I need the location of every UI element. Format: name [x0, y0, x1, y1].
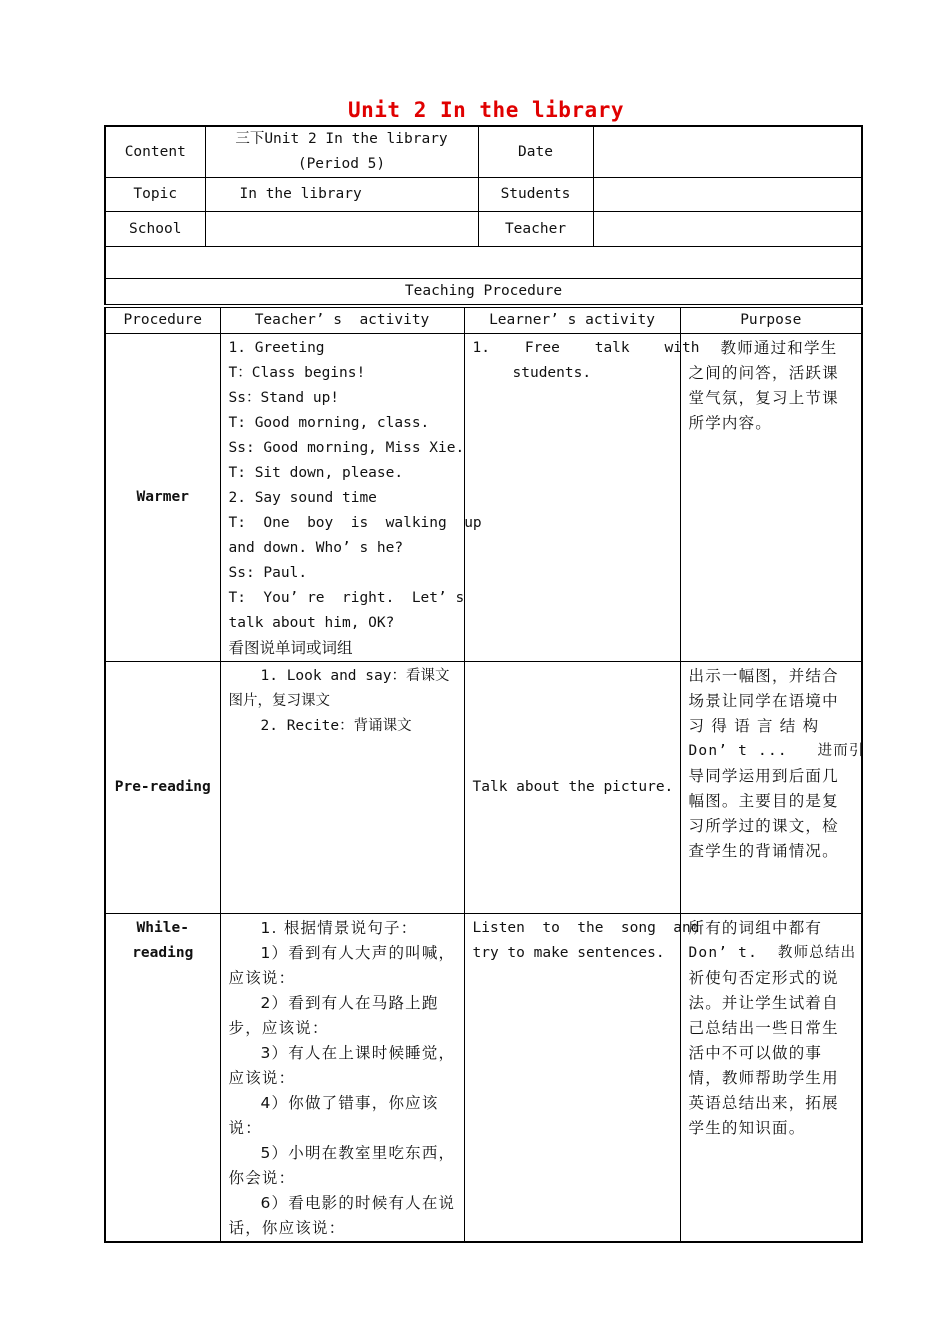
procedure-table: [104, 307, 863, 1243]
whilereading-purpose: [680, 914, 862, 1243]
school-label: School: [105, 212, 205, 247]
text-line: 习 得 语 言 结 构: [688, 717, 820, 735]
warmer-purpose: [680, 334, 862, 662]
text-line: 情，教师帮助学生用: [688, 1069, 839, 1087]
teacher-label: Teacher: [478, 212, 593, 247]
text-line: 2）看到有人在马路上跑: [260, 994, 439, 1012]
text-line: try to make sentences.: [472, 945, 665, 961]
text-line: 教师通过和学生: [720, 339, 838, 357]
text-line: 之间的问答，活跃课: [688, 364, 839, 382]
warmer-row: [105, 334, 862, 662]
text-line: 2. Say sound time: [228, 490, 377, 506]
teacher-value: [593, 212, 862, 247]
content-value-line1: 三下Unit 2 In the library: [235, 131, 448, 147]
text-line: Listen to the song and: [472, 920, 700, 936]
text-line: Ss: Good morning, Miss Xie.: [228, 440, 465, 456]
whilereading-label-line2: reading: [132, 945, 194, 961]
whilereading-teacher-activity: [220, 914, 464, 1243]
prereading-learner-activity: Talk about the picture.: [464, 662, 680, 914]
text-line: 所有的词组中都有: [688, 919, 823, 937]
text-line: 应该说：: [228, 1069, 296, 1087]
text-line: 英语总结出来，拓展: [688, 1094, 839, 1112]
text-line: T: Good morning, class.: [228, 415, 430, 431]
text-line: and down. Who’ s he?: [228, 540, 404, 556]
text-line: 祈使句否定形式的说: [688, 969, 839, 987]
text-line: 3）有人在上课时候睡觉，: [260, 1044, 456, 1062]
date-value: [593, 126, 862, 178]
text-line: T: You’ re right. Let’ s: [228, 590, 465, 606]
content-label: Content: [105, 126, 205, 178]
school-value: [205, 212, 478, 247]
text-line: 习所学过的课文，检: [688, 817, 839, 835]
text-line: Don’ t. 教师总结出: [688, 945, 857, 961]
text-line: 步，应该说：: [228, 1019, 329, 1037]
students-label: Students: [478, 178, 593, 212]
text-line: 6）看电影的时候有人在说: [260, 1194, 456, 1212]
text-line: 1）看到有人大声的叫喊，: [260, 944, 456, 962]
text-line: 场景让同学在语境中: [688, 692, 839, 710]
text-line: 4）你做了错事，你应该: [260, 1094, 439, 1112]
text-line: 话，你应该说：: [228, 1219, 346, 1237]
prereading-label: Pre-reading: [105, 662, 220, 914]
text-line: 所学内容。: [688, 414, 773, 432]
text-line: Ss: Paul.: [228, 565, 308, 581]
text-line: 5）小明在教室里吃东西，: [260, 1144, 456, 1162]
text-line: students.: [512, 365, 592, 381]
prereading-purpose: [680, 662, 865, 914]
text-line: 出示一幅图，并结合: [688, 667, 839, 685]
text-line: 1. Free talk with: [472, 340, 700, 356]
whilereading-row: [105, 914, 862, 1243]
warmer-learner-activity: [464, 334, 700, 662]
text-line: 2. Recite：背诵课文: [260, 718, 412, 734]
prereading-teacher-activity: [220, 662, 464, 914]
text-line: 1. Look and say：看课文: [260, 668, 450, 684]
whilereading-learner-activity: [464, 914, 700, 1243]
blank-row: [105, 247, 862, 279]
text-line: 你会说：: [228, 1169, 296, 1187]
lesson-info-table: [104, 125, 863, 305]
text-line: 1. Greeting: [228, 340, 325, 356]
text-line: T：Class begins!: [228, 365, 366, 381]
text-line: 活中不可以做的事: [688, 1044, 823, 1062]
text-line: 1. 根据情景说句子：: [260, 919, 418, 937]
col-teacher-activity: Teacher’ s activity: [220, 308, 464, 334]
text-line: 应该说：: [228, 969, 296, 987]
text-line: Don’ t ... 进而引: [688, 743, 865, 759]
text-line: 说：: [228, 1119, 262, 1137]
text-line: 幅图。主要目的是复: [688, 792, 839, 810]
text-line: Ss：Stand up!: [228, 390, 340, 406]
col-learner-activity: Learner’ s activity: [464, 308, 680, 334]
warmer-label: Warmer: [105, 334, 220, 662]
content-value-line2: (Period 5): [297, 156, 386, 172]
text-line: 堂气氛，复习上节课: [688, 389, 839, 407]
text-line: T: One boy is walking up: [228, 515, 482, 531]
date-label: Date: [478, 126, 593, 178]
topic-value: In the library: [205, 178, 478, 212]
text-line: 法。并让学生试着自: [688, 994, 839, 1012]
students-value: [593, 178, 862, 212]
document-title: Unit 2 In the library: [347, 98, 624, 122]
teaching-procedure-heading: Teaching Procedure: [105, 279, 862, 305]
content-value: [205, 126, 478, 178]
whilereading-label-line1: While-: [136, 920, 189, 936]
text-line: 学生的知识面。: [688, 1119, 806, 1137]
prereading-row: [105, 662, 862, 914]
whilereading-label: [105, 914, 220, 1243]
topic-label: Topic: [105, 178, 205, 212]
text-line: 图片，复习课文: [228, 693, 330, 709]
text-line: 导同学运用到后面几: [688, 767, 839, 785]
warmer-teacher-activity: [220, 334, 482, 662]
col-procedure: Procedure: [105, 308, 220, 334]
text-line: 查学生的背诵情况。: [688, 842, 839, 860]
text-line: talk about him, OK?: [228, 615, 395, 631]
col-purpose: Purpose: [680, 308, 862, 334]
text-line: 看图说单词或词组: [228, 639, 353, 657]
text-line: 己总结出一些日常生: [688, 1019, 839, 1037]
text-line: T: Sit down, please.: [228, 465, 404, 481]
